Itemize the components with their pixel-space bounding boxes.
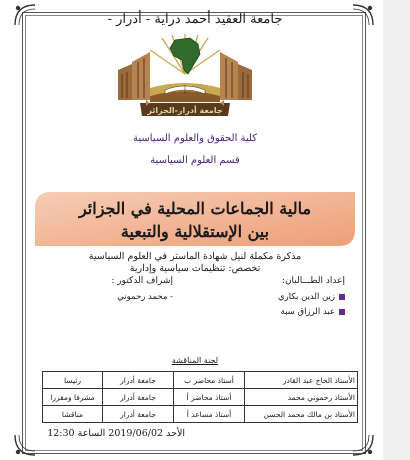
corner-ornament-icon	[13, 3, 37, 27]
thesis-title-line-2: بين الإستقلالية والتبعية	[120, 222, 270, 241]
logo-caption: جامعة أدرار-الجزائر	[147, 106, 223, 115]
corner-ornament-icon	[351, 433, 375, 457]
supervisor-name: - محمد رحموني	[117, 292, 173, 302]
supervisor-label: إشراف الدكتور :	[111, 276, 173, 286]
jury-member-role: مشرفا ومقررا	[43, 389, 103, 406]
university-name: جامعة العقيد أحمد دراية - أدرار -	[107, 12, 283, 27]
table-row	[43, 406, 358, 423]
jury-member-name: الأستاذ الحاج عبد القادر	[245, 372, 358, 389]
jury-member-rank: أستاذ مساعد أ	[174, 406, 245, 423]
defense-date: الأحد 2019/06/02 الساعة 12:30	[47, 428, 185, 439]
jury-member-university: جامعة أدرار	[103, 389, 174, 406]
jury-member-university: جامعة أدرار	[103, 406, 174, 423]
jury-member-university: جامعة أدرار	[103, 372, 174, 389]
corner-ornament-icon	[13, 433, 37, 457]
thesis-title-line-1: مالية الجماعات المحلية في الجزائر	[78, 199, 312, 218]
jury-member-role: مناقشا	[43, 406, 103, 423]
memo-description: مذكرة مكملة لنيل شهادة الماستر في العلوم السياسية	[88, 251, 302, 262]
jury-member-role: رئيسا	[43, 372, 103, 389]
department-name: قسم العلوم السياسية	[150, 155, 240, 166]
specialty: تخصص: تنظيمات سياسية وإدارية	[129, 263, 261, 274]
viewer-background	[383, 0, 410, 460]
bullet-icon	[339, 294, 345, 300]
corner-ornament-icon	[351, 3, 375, 27]
student-name: زين الدين بكاري	[235, 292, 345, 302]
jury-table	[42, 371, 358, 423]
faculty-name: كلية الحقوق والعلوم السياسية	[133, 133, 257, 144]
jury-member-name: الأستاذ بن مالك محمد الحسن	[245, 406, 358, 423]
document-page	[5, 2, 383, 458]
student-name: عبد الرزاق سبة	[235, 307, 345, 317]
jury-member-name: الأستاذ رحموني محمد	[245, 389, 358, 406]
table-row	[43, 389, 358, 406]
bullet-icon	[339, 309, 345, 315]
jury-member-rank: أستاذ محاضر ب	[174, 372, 245, 389]
table-row	[43, 372, 358, 389]
jury-member-rank: أستاذ محاضر أ	[174, 389, 245, 406]
jury-title: لجنة المناقشة	[171, 356, 219, 365]
prepared-by-label: إعداد الطـــالبان:	[281, 276, 345, 286]
